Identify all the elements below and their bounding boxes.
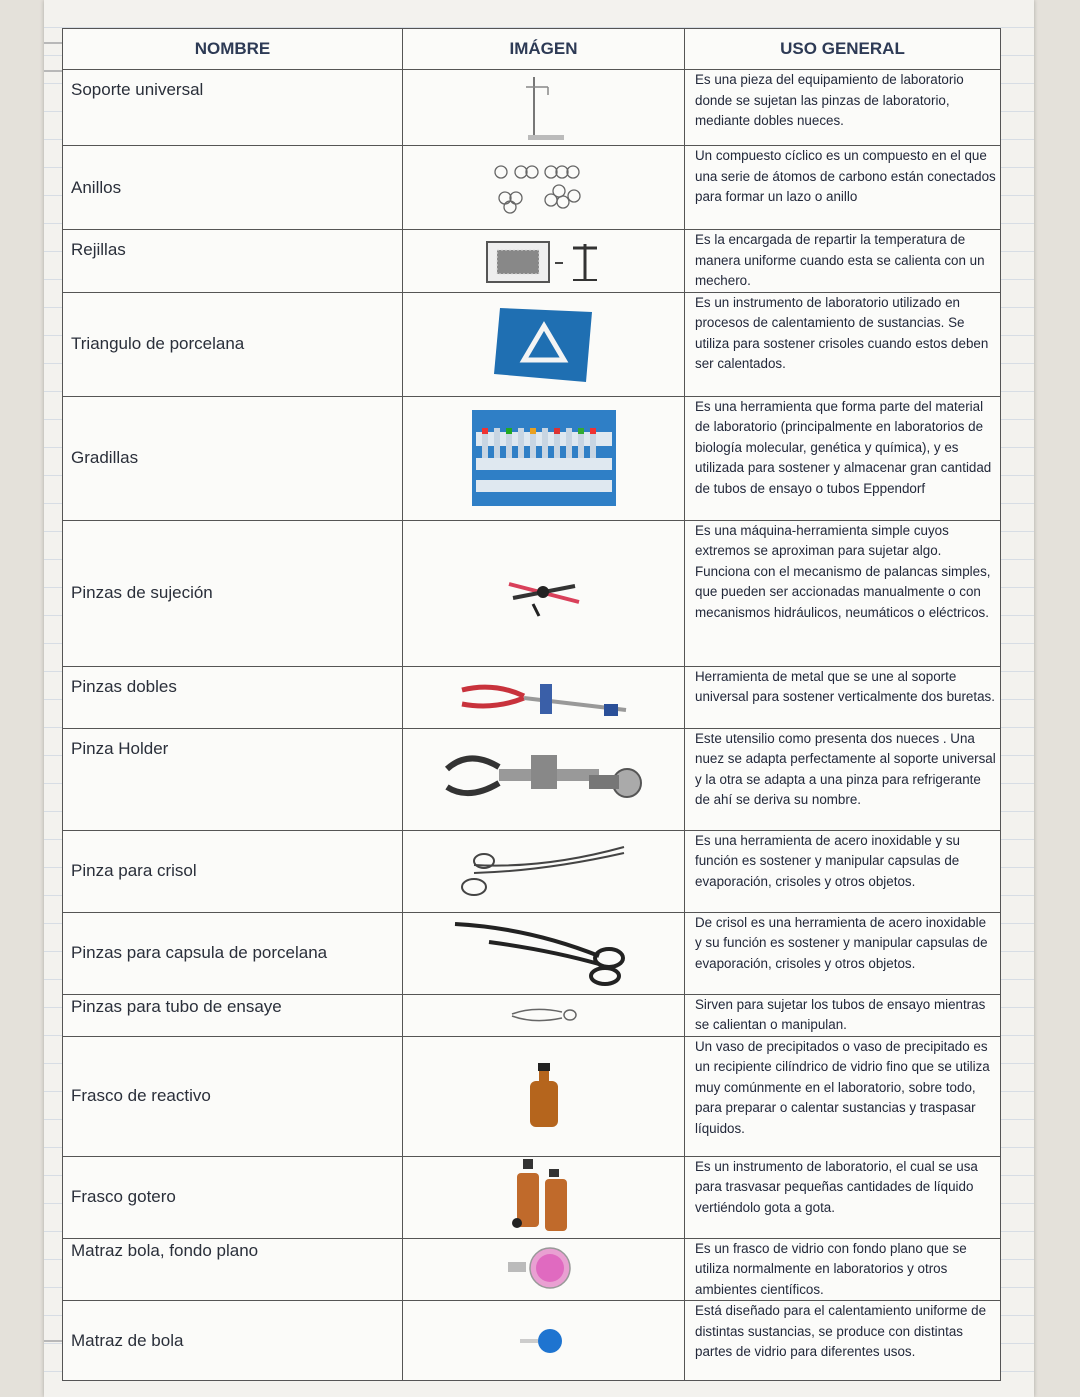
table-row	[63, 1036, 1001, 1156]
equipment-name: Frasco gotero	[63, 1156, 403, 1238]
equipment-name: Pinza para crisol	[63, 830, 403, 912]
equipment-use: Es una máquina-herramienta simple cuyos extremos se aproximan para sujetar algo. Funciona con el mecanismo de palancas simples, que pueden ser accionadas manualmente o con mecanismos hidráulicos, neumáticos o eléctricos.	[685, 520, 1001, 666]
equipment-name: Gradillas	[63, 396, 403, 520]
table-row	[63, 396, 1001, 520]
equipment-use: Un compuesto cíclico es un compuesto en el que una serie de átomos de carbono están conectados para formar un lazo o anillo	[685, 146, 1001, 230]
table-row	[63, 146, 1001, 230]
equipment-use: Es la encargada de repartir la temperatura de manera uniforme cuando esta se calienta con un mechero.	[685, 230, 1001, 293]
triangle-icon	[494, 302, 594, 386]
margin-line	[44, 42, 64, 44]
grid-icon	[479, 236, 609, 286]
equipment-use: Es una herramienta de acero inoxidable y su función es sostener y manipular capsulas de evaporación, crisoles y otros objetos.	[685, 830, 1001, 912]
equipment-name: Pinzas para tubo de ensaye	[63, 994, 403, 1036]
equipment-name: Triangulo de porcelana	[63, 292, 403, 396]
crucible-tongs-icon	[454, 839, 634, 903]
equipment-name: Frasco de reactivo	[63, 1036, 403, 1156]
table-row	[63, 728, 1001, 830]
equipment-use: Es un frasco de vidrio con fondo plano que se utiliza normalmente en laboratorios y otros ambientes científicos.	[685, 1238, 1001, 1301]
header-image: IMÁGEN	[403, 29, 685, 70]
equipment-use: Es un instrumento de laboratorio utilizado en procesos de calentamiento de sustancias. Se utiliza para sostener crisoles cuando estos deben ser calentados.	[685, 292, 1001, 396]
table-row	[63, 1156, 1001, 1238]
reagent-bottle-icon	[524, 1061, 564, 1131]
equipment-use: Es un instrumento de laboratorio, el cual se usa para trasvasar pequeñas cantidades de líquido vertiéndolo gota a gota.	[685, 1156, 1001, 1238]
table-row	[63, 70, 1001, 146]
margin-line	[44, 1340, 64, 1342]
flat-flask-icon	[504, 1244, 584, 1294]
tube-holder-icon	[504, 1000, 584, 1030]
capsule-tongs-icon	[449, 918, 639, 988]
equipment-name: Soporte universal	[63, 70, 403, 146]
header-name: NOMBRE	[63, 29, 403, 70]
equipment-use: Un vaso de precipitados o vaso de precipitado es un recipiente cilíndrico de vidrio fino que se utiliza muy comúnmente en el laboratorio, sobre todo, para preparar o calentar sustancias y traspasar líquidos.	[685, 1036, 1001, 1156]
equipment-use: Es una pieza del equipamiento de laboratorio donde se sujetan las pinzas de laboratorio, mediante dobles nueces.	[685, 70, 1001, 146]
equipment-name: Rejillas	[63, 230, 403, 293]
table-row	[63, 1238, 1001, 1301]
lab-equipment-table	[62, 28, 1001, 1381]
equipment-use: De crisol es una herramienta de acero inoxidable y su función es sostener y manipular capsulas de evaporación, crisoles y otros objetos.	[685, 912, 1001, 994]
table-row	[63, 520, 1001, 666]
equipment-name: Pinzas dobles	[63, 666, 403, 728]
holder-clamp-icon	[439, 739, 649, 819]
equipment-use: Sirven para sujetar los tubos de ensayo mientras se calientan o manipulan.	[685, 994, 1001, 1036]
header-use: USO GENERAL	[685, 29, 1001, 70]
equipment-name: Matraz de bola	[63, 1301, 403, 1381]
rings-icon	[489, 158, 599, 218]
equipment-use: Herramienta de metal que se une al soporte universal para sostener verticalmente dos buretas.	[685, 666, 1001, 728]
equipment-use: Este utensilio como presenta dos nueces . Una nuez se adapta perfectamente al soporte universal y la otra se adapta a una pinza para refrigerante de ahí se deriva su nombre.	[685, 728, 1001, 830]
equipment-name: Anillos	[63, 146, 403, 230]
dropper-bottle-icon	[509, 1157, 579, 1237]
table-row	[63, 994, 1001, 1036]
equipment-name: Pinzas de sujeción	[63, 520, 403, 666]
table-row	[63, 830, 1001, 912]
equipment-use: Está diseñado para el calentamiento uniforme de distintas sustancias, se produce con distintas partes de vidrio para diferentes usos.	[685, 1301, 1001, 1381]
margin-line	[44, 70, 64, 72]
double-clamp-icon	[454, 670, 634, 724]
equipment-use: Es una herramienta que forma parte del material de laboratorio (principalmente en laboratorios de biología molecular, genética y química), y es utilizada para sostener y almacenar gran cantidad de tubos de ensayo o tubos Eppendorf	[685, 396, 1001, 520]
lab-equipment-table-sheet	[62, 28, 1000, 1381]
stand-icon	[514, 73, 574, 143]
clamp-icon	[499, 568, 589, 618]
table-header-row	[63, 29, 1001, 70]
table-row	[63, 666, 1001, 728]
equipment-name: Pinzas para capsula de porcelana	[63, 912, 403, 994]
table-row	[63, 292, 1001, 396]
table-row	[63, 230, 1001, 293]
round-flask-icon	[514, 1321, 574, 1361]
rack-icon	[472, 410, 616, 506]
table-row	[63, 1301, 1001, 1381]
equipment-name: Matraz bola, fondo plano	[63, 1238, 403, 1301]
table-row	[63, 912, 1001, 994]
equipment-name: Pinza Holder	[63, 728, 403, 830]
